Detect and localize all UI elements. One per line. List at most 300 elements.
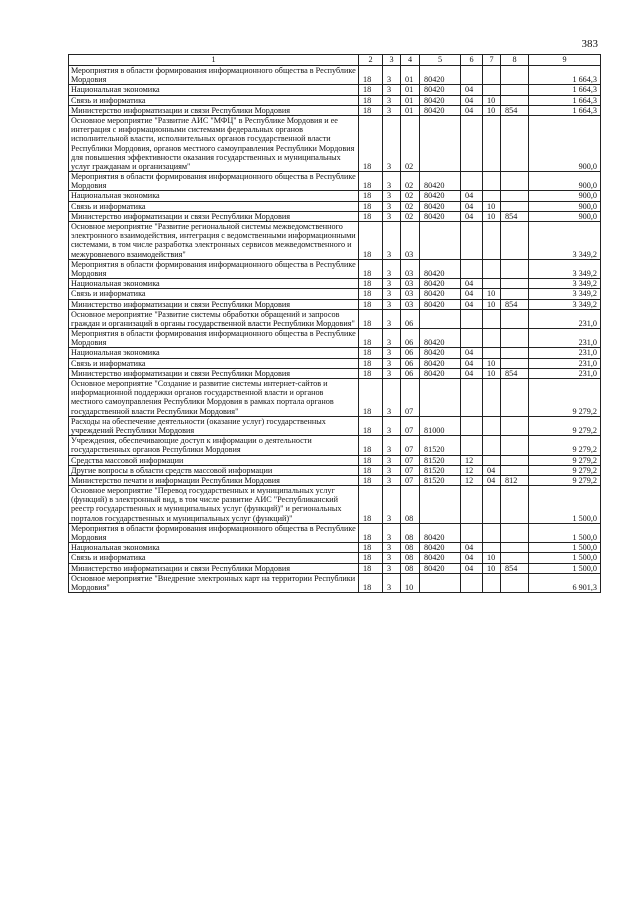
table-row (69, 436, 601, 455)
code-8-cell (501, 329, 529, 348)
code-7-cell: 10 (483, 368, 501, 378)
code-2-cell: 18 (359, 222, 383, 260)
code-8-cell (501, 85, 529, 95)
code-5-cell: 80420 (420, 95, 461, 105)
code-7-cell (483, 309, 501, 328)
code-7-cell (483, 436, 501, 455)
code-3-cell: 3 (383, 523, 401, 542)
code-2-cell: 18 (359, 379, 383, 417)
amount-cell: 900,0 (529, 115, 601, 171)
table-row (69, 368, 601, 378)
code-6-cell: 12 (461, 455, 483, 465)
code-6-cell: 04 (461, 191, 483, 201)
column-header: 1 (69, 55, 359, 66)
code-6-cell (461, 115, 483, 171)
code-8-cell (501, 289, 529, 299)
code-3-cell: 3 (383, 563, 401, 573)
code-5-cell: 80420 (420, 329, 461, 348)
code-2-cell: 18 (359, 115, 383, 171)
code-5-cell: 80420 (420, 191, 461, 201)
code-3-cell: 3 (383, 358, 401, 368)
code-2-cell: 18 (359, 95, 383, 105)
code-8-cell (501, 172, 529, 191)
code-2-cell: 18 (359, 368, 383, 378)
code-8-cell (501, 553, 529, 563)
code-7-cell (483, 172, 501, 191)
code-2-cell: 18 (359, 543, 383, 553)
code-2-cell: 18 (359, 416, 383, 435)
code-5-cell: 81520 (420, 475, 461, 485)
table-row (69, 222, 601, 260)
amount-cell: 9 279,2 (529, 436, 601, 455)
code-6-cell (461, 523, 483, 542)
code-3-cell: 3 (383, 543, 401, 553)
code-6-cell (461, 329, 483, 348)
code-4-cell: 03 (401, 259, 420, 278)
item-name-cell: Министерство информатизации и связи Республики Мордовия (69, 211, 359, 221)
code-6-cell (461, 309, 483, 328)
code-6-cell: 04 (461, 358, 483, 368)
code-3-cell: 3 (383, 475, 401, 485)
code-2-cell: 18 (359, 66, 383, 85)
code-5-cell: 80420 (420, 563, 461, 573)
amount-cell: 900,0 (529, 172, 601, 191)
amount-cell: 900,0 (529, 191, 601, 201)
code-3-cell: 3 (383, 309, 401, 328)
code-3-cell: 3 (383, 299, 401, 309)
code-5-cell: 80420 (420, 105, 461, 115)
code-5-cell (420, 486, 461, 524)
code-7-cell: 10 (483, 563, 501, 573)
code-6-cell (461, 379, 483, 417)
code-7-cell: 10 (483, 95, 501, 105)
code-8-cell (501, 436, 529, 455)
code-2-cell: 18 (359, 172, 383, 191)
table-row (69, 523, 601, 542)
code-8-cell (501, 259, 529, 278)
code-3-cell: 3 (383, 105, 401, 115)
item-name-cell: Мероприятия в области формирования информационного общества в Республике Мордовия (69, 329, 359, 348)
table-row (69, 191, 601, 201)
code-5-cell: 80420 (420, 299, 461, 309)
code-2-cell: 18 (359, 329, 383, 348)
amount-cell: 231,0 (529, 348, 601, 358)
code-2-cell: 18 (359, 105, 383, 115)
code-6-cell: 04 (461, 95, 483, 105)
code-3-cell: 3 (383, 573, 401, 592)
code-4-cell: 08 (401, 543, 420, 553)
code-2-cell: 18 (359, 279, 383, 289)
code-7-cell: 10 (483, 211, 501, 221)
column-header: 3 (383, 55, 401, 66)
table-row (69, 172, 601, 191)
code-4-cell: 01 (401, 66, 420, 85)
table-row (69, 573, 601, 592)
amount-cell: 9 279,2 (529, 416, 601, 435)
code-5-cell: 80420 (420, 553, 461, 563)
code-5-cell: 80420 (420, 543, 461, 553)
amount-cell: 3 349,2 (529, 279, 601, 289)
code-6-cell: 04 (461, 211, 483, 221)
code-8-cell: 812 (501, 475, 529, 485)
code-7-cell (483, 486, 501, 524)
table-body (69, 66, 601, 593)
column-header: 6 (461, 55, 483, 66)
amount-cell: 231,0 (529, 309, 601, 328)
code-2-cell: 18 (359, 191, 383, 201)
code-8-cell (501, 309, 529, 328)
table-row (69, 465, 601, 475)
code-2-cell: 18 (359, 523, 383, 542)
code-4-cell: 02 (401, 211, 420, 221)
code-2-cell: 18 (359, 358, 383, 368)
table-row (69, 279, 601, 289)
code-7-cell (483, 279, 501, 289)
code-7-cell (483, 543, 501, 553)
code-4-cell: 07 (401, 455, 420, 465)
code-8-cell: 854 (501, 211, 529, 221)
item-name-cell: Министерство печати и информации Республики Мордовия (69, 475, 359, 485)
item-name-cell: Учреждения, обеспечивающие доступ к информации о деятельности государственных органов Республики Мордовия (69, 436, 359, 455)
code-8-cell (501, 348, 529, 358)
item-name-cell: Министерство информатизации и связи Республики Мордовия (69, 105, 359, 115)
code-6-cell: 04 (461, 279, 483, 289)
code-2-cell: 18 (359, 436, 383, 455)
code-4-cell: 01 (401, 85, 420, 95)
item-name-cell: Другие вопросы в области средств массовой информации (69, 465, 359, 475)
code-3-cell: 3 (383, 486, 401, 524)
table-row (69, 543, 601, 553)
amount-cell: 1 500,0 (529, 563, 601, 573)
code-4-cell: 06 (401, 329, 420, 348)
code-7-cell (483, 222, 501, 260)
code-7-cell (483, 523, 501, 542)
amount-cell: 6 901,3 (529, 573, 601, 592)
amount-cell: 1 664,3 (529, 105, 601, 115)
code-4-cell: 10 (401, 573, 420, 592)
code-5-cell: 80420 (420, 172, 461, 191)
code-4-cell: 06 (401, 348, 420, 358)
code-7-cell (483, 85, 501, 95)
code-7-cell (483, 455, 501, 465)
code-8-cell (501, 358, 529, 368)
code-4-cell: 07 (401, 475, 420, 485)
code-3-cell: 3 (383, 289, 401, 299)
code-4-cell: 02 (401, 115, 420, 171)
code-6-cell (461, 573, 483, 592)
code-5-cell: 81520 (420, 465, 461, 475)
code-3-cell: 3 (383, 201, 401, 211)
code-7-cell (483, 259, 501, 278)
code-2-cell: 18 (359, 299, 383, 309)
code-2-cell: 18 (359, 85, 383, 95)
item-name-cell: Мероприятия в области формирования информационного общества в Республике Мордовия (69, 172, 359, 191)
code-4-cell: 01 (401, 95, 420, 105)
code-4-cell: 07 (401, 416, 420, 435)
item-name-cell: Мероприятия в области формирования информационного общества в Республике Мордовия (69, 66, 359, 85)
table-row (69, 475, 601, 485)
code-7-cell: 04 (483, 475, 501, 485)
budget-table (68, 54, 601, 593)
item-name-cell: Министерство информатизации и связи Республики Мордовия (69, 563, 359, 573)
code-3-cell: 3 (383, 416, 401, 435)
code-6-cell (461, 486, 483, 524)
code-2-cell: 18 (359, 348, 383, 358)
code-6-cell (461, 222, 483, 260)
amount-cell: 3 349,2 (529, 289, 601, 299)
code-6-cell: 04 (461, 553, 483, 563)
code-4-cell: 08 (401, 553, 420, 563)
item-name-cell: Связь и информатика (69, 289, 359, 299)
table-row (69, 85, 601, 95)
column-header: 5 (420, 55, 461, 66)
code-2-cell: 18 (359, 259, 383, 278)
table-row (69, 105, 601, 115)
amount-cell: 3 349,2 (529, 259, 601, 278)
table-row (69, 259, 601, 278)
code-5-cell: 80420 (420, 523, 461, 542)
table-row (69, 358, 601, 368)
code-4-cell: 07 (401, 436, 420, 455)
table-row (69, 563, 601, 573)
code-4-cell: 07 (401, 465, 420, 475)
code-7-cell (483, 348, 501, 358)
table-row (69, 455, 601, 465)
amount-cell: 3 349,2 (529, 299, 601, 309)
code-4-cell: 03 (401, 279, 420, 289)
code-4-cell: 01 (401, 105, 420, 115)
amount-cell: 231,0 (529, 329, 601, 348)
code-6-cell: 12 (461, 475, 483, 485)
code-3-cell: 3 (383, 211, 401, 221)
item-name-cell: Средства массовой информации (69, 455, 359, 465)
code-5-cell: 80420 (420, 348, 461, 358)
code-6-cell: 12 (461, 465, 483, 475)
amount-cell: 3 349,2 (529, 222, 601, 260)
table-row (69, 486, 601, 524)
code-7-cell: 10 (483, 289, 501, 299)
code-6-cell (461, 436, 483, 455)
code-5-cell: 81520 (420, 436, 461, 455)
column-header: 9 (529, 55, 601, 66)
code-3-cell: 3 (383, 465, 401, 475)
code-5-cell (420, 309, 461, 328)
item-name-cell: Национальная экономика (69, 348, 359, 358)
item-name-cell: Министерство информатизации и связи Республики Мордовия (69, 368, 359, 378)
code-3-cell: 3 (383, 222, 401, 260)
code-7-cell (483, 416, 501, 435)
code-2-cell: 18 (359, 309, 383, 328)
table-row (69, 289, 601, 299)
code-8-cell: 854 (501, 299, 529, 309)
code-8-cell (501, 573, 529, 592)
table-row (69, 553, 601, 563)
code-7-cell (483, 191, 501, 201)
code-3-cell: 3 (383, 115, 401, 171)
code-6-cell: 04 (461, 299, 483, 309)
item-name-cell: Основное мероприятие "Развитие системы обработки обращений и запросов граждан и организаций в органы государственной власти Республики Мордовия" (69, 309, 359, 328)
item-name-cell: Национальная экономика (69, 85, 359, 95)
code-8-cell (501, 222, 529, 260)
page-number: 383 (581, 38, 598, 50)
code-4-cell: 06 (401, 368, 420, 378)
code-7-cell (483, 379, 501, 417)
code-3-cell: 3 (383, 348, 401, 358)
code-8-cell: 854 (501, 563, 529, 573)
code-2-cell: 18 (359, 573, 383, 592)
code-8-cell (501, 379, 529, 417)
amount-cell: 1 500,0 (529, 543, 601, 553)
code-6-cell (461, 172, 483, 191)
amount-cell: 1 664,3 (529, 85, 601, 95)
code-3-cell: 3 (383, 259, 401, 278)
code-5-cell (420, 222, 461, 260)
code-8-cell: 854 (501, 368, 529, 378)
code-4-cell: 02 (401, 172, 420, 191)
code-2-cell: 18 (359, 289, 383, 299)
code-2-cell: 18 (359, 553, 383, 563)
code-5-cell: 80420 (420, 358, 461, 368)
code-5-cell: 80420 (420, 289, 461, 299)
table-row (69, 211, 601, 221)
code-3-cell: 3 (383, 436, 401, 455)
code-2-cell: 18 (359, 201, 383, 211)
code-8-cell (501, 279, 529, 289)
code-6-cell: 04 (461, 289, 483, 299)
header-row (69, 55, 601, 66)
code-7-cell: 10 (483, 299, 501, 309)
code-3-cell: 3 (383, 368, 401, 378)
code-3-cell: 3 (383, 172, 401, 191)
item-name-cell: Министерство информатизации и связи Республики Мордовия (69, 299, 359, 309)
code-3-cell: 3 (383, 191, 401, 201)
amount-cell: 9 279,2 (529, 379, 601, 417)
code-8-cell (501, 95, 529, 105)
amount-cell: 231,0 (529, 368, 601, 378)
code-6-cell: 04 (461, 543, 483, 553)
code-8-cell: 854 (501, 105, 529, 115)
code-3-cell: 3 (383, 85, 401, 95)
code-7-cell: 10 (483, 358, 501, 368)
code-4-cell: 07 (401, 379, 420, 417)
code-7-cell: 04 (483, 465, 501, 475)
item-name-cell: Связь и информатика (69, 201, 359, 211)
code-2-cell: 18 (359, 486, 383, 524)
code-6-cell: 04 (461, 85, 483, 95)
amount-cell: 9 279,2 (529, 475, 601, 485)
code-5-cell: 80420 (420, 259, 461, 278)
code-4-cell: 03 (401, 299, 420, 309)
code-8-cell (501, 455, 529, 465)
item-name-cell: Мероприятия в области формирования информационного общества в Республике Мордовия (69, 523, 359, 542)
code-7-cell: 10 (483, 201, 501, 211)
code-4-cell: 03 (401, 222, 420, 260)
code-7-cell: 10 (483, 105, 501, 115)
code-3-cell: 3 (383, 329, 401, 348)
code-5-cell: 81520 (420, 455, 461, 465)
code-2-cell: 18 (359, 563, 383, 573)
amount-cell: 231,0 (529, 358, 601, 368)
amount-cell: 1 664,3 (529, 66, 601, 85)
item-name-cell: Основное мероприятие "Развитие региональной системы межведомственного электронного взаимодействия, интеграция с ведомственными информационными системами, в том числе разработка электронных сервисов межведомственного и межуровневого взаимодействия" (69, 222, 359, 260)
code-6-cell: 04 (461, 348, 483, 358)
item-name-cell: Связь и информатика (69, 95, 359, 105)
item-name-cell: Основное мероприятие "Внедрение электронных карт на территории Республики Мордовия" (69, 573, 359, 592)
amount-cell: 900,0 (529, 211, 601, 221)
code-2-cell: 18 (359, 475, 383, 485)
code-6-cell (461, 416, 483, 435)
item-name-cell: Национальная экономика (69, 279, 359, 289)
table-row (69, 329, 601, 348)
table-row (69, 299, 601, 309)
code-2-cell: 18 (359, 211, 383, 221)
code-8-cell (501, 191, 529, 201)
amount-cell: 1 664,3 (529, 95, 601, 105)
amount-cell: 1 500,0 (529, 523, 601, 542)
amount-cell: 900,0 (529, 201, 601, 211)
item-name-cell: Мероприятия в области формирования информационного общества в Республике Мордовия (69, 259, 359, 278)
code-8-cell (501, 523, 529, 542)
code-4-cell: 08 (401, 523, 420, 542)
code-8-cell (501, 543, 529, 553)
table-row (69, 379, 601, 417)
item-name-cell: Основное мероприятие "Создание и развитие системы интернет-сайтов и информационной поддержки органов государственной власти и органов местного самоуправления Республики Мордовия в рамках портала органов государственной власти Республики Мордовия" (69, 379, 359, 417)
code-7-cell (483, 66, 501, 85)
code-3-cell: 3 (383, 279, 401, 289)
code-5-cell: 80420 (420, 85, 461, 95)
column-header: 7 (483, 55, 501, 66)
table-row (69, 115, 601, 171)
code-7-cell (483, 329, 501, 348)
code-6-cell (461, 66, 483, 85)
item-name-cell: Расходы на обеспечение деятельности (оказание услуг) государственных учреждений Республики Мордовия (69, 416, 359, 435)
item-name-cell: Национальная экономика (69, 191, 359, 201)
code-7-cell (483, 573, 501, 592)
item-name-cell: Связь и информатика (69, 358, 359, 368)
code-5-cell: 80420 (420, 201, 461, 211)
code-4-cell: 08 (401, 563, 420, 573)
table-row (69, 66, 601, 85)
table-row (69, 309, 601, 328)
code-8-cell (501, 416, 529, 435)
code-5-cell (420, 115, 461, 171)
column-header: 4 (401, 55, 420, 66)
code-8-cell (501, 201, 529, 211)
code-4-cell: 08 (401, 486, 420, 524)
item-name-cell: Связь и информатика (69, 553, 359, 563)
code-6-cell: 04 (461, 201, 483, 211)
amount-cell: 1 500,0 (529, 486, 601, 524)
code-5-cell: 80420 (420, 66, 461, 85)
amount-cell: 1 500,0 (529, 553, 601, 563)
code-5-cell: 80420 (420, 368, 461, 378)
column-header: 2 (359, 55, 383, 66)
code-3-cell: 3 (383, 553, 401, 563)
code-8-cell (501, 115, 529, 171)
table-row (69, 348, 601, 358)
item-name-cell: Национальная экономика (69, 543, 359, 553)
code-3-cell: 3 (383, 66, 401, 85)
code-4-cell: 03 (401, 289, 420, 299)
code-5-cell: 81000 (420, 416, 461, 435)
code-5-cell (420, 379, 461, 417)
code-6-cell (461, 259, 483, 278)
amount-cell: 9 279,2 (529, 465, 601, 475)
item-name-cell: Основное мероприятие "Развитие АИС "МФЦ" в Республике Мордовия и ее интеграция с информационными системами федеральных органов исполнительной власти, исполнительных органов государственной власти Республики Мордовия, органов местного самоуправления Республики Мордовия для повышения эффективности оказания государственных и муниципальных услуг гражданам и организациям" (69, 115, 359, 171)
code-8-cell (501, 465, 529, 475)
code-8-cell (501, 66, 529, 85)
code-8-cell (501, 486, 529, 524)
